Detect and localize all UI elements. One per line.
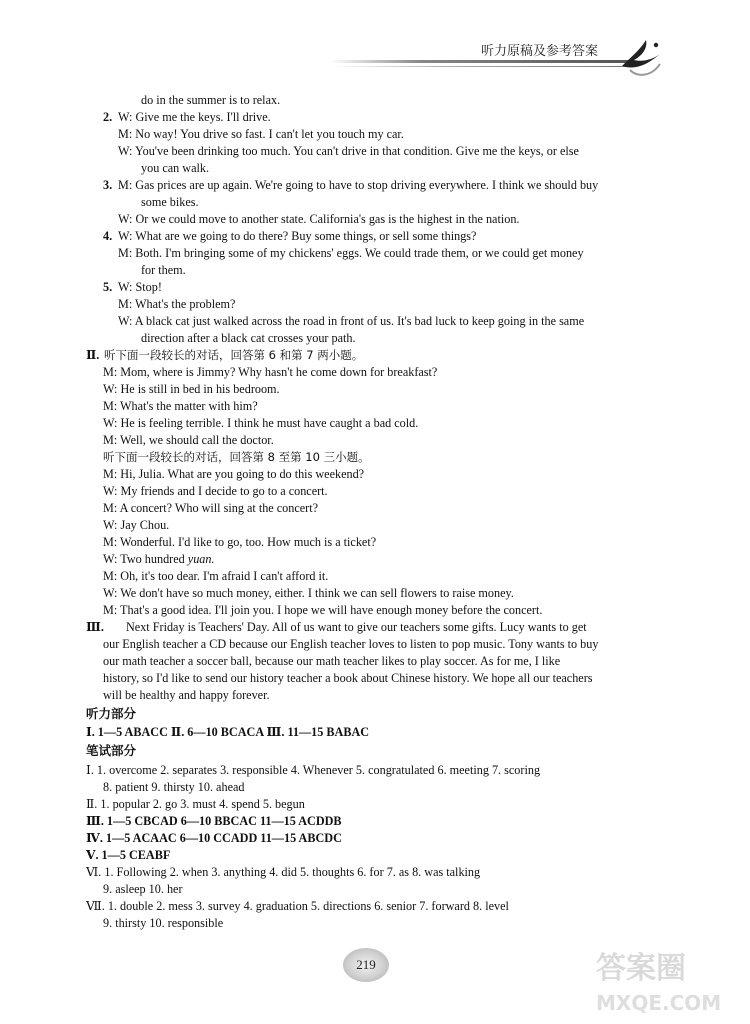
item-number: 3. <box>103 178 113 192</box>
header-title: 听力原稿及参考答案 <box>480 44 598 59</box>
text-line: M: Gas prices are up again. We're going to have to stop driving everywhere. I think we should buy <box>118 178 599 192</box>
text-line-part: W: Two hundred <box>103 552 188 566</box>
text-line: W: He is feeling terrible. I think he must have caught a bad cold. <box>103 416 419 430</box>
text-line: W: A black cat just walked across the road in front of us. It's bad luck to keep going in the same <box>118 314 585 328</box>
answer-line: 8. patient 9. thirsty 10. ahead <box>103 780 245 794</box>
answer-line: 9. asleep 10. her <box>103 882 183 896</box>
item-number: 4. <box>103 229 113 243</box>
watermark-logo <box>590 944 740 1018</box>
answer-line: Ⅰ. 1. overcome 2. separates 3. responsible 4. Whenever 5. congratulated 6. meeting 7. scoring <box>86 763 541 777</box>
text-line: you can walk. <box>141 161 210 175</box>
section-number: Ⅲ. <box>86 620 104 634</box>
answer-line: Ⅱ. 1. popular 2. go 3. must 4. spend 5. begun <box>86 797 305 811</box>
text-line: W: Or we could move to another state. California's gas is the highest in the nation. <box>118 212 520 226</box>
text-line: M: Mom, where is Jimmy? Why hasn't he come down for breakfast? <box>103 365 438 379</box>
text-line: direction after a black cat crosses your path. <box>141 331 356 345</box>
answer-line: Ⅲ. 1—5 CBCAD 6—10 BBCAC 11—15 ACDDB <box>86 814 342 828</box>
instruction-line: 听下面一段较长的对话，回答第 8 至第 10 三小题。 <box>103 450 370 464</box>
text-line: some bikes. <box>141 195 199 209</box>
page-number: 219 <box>343 948 389 982</box>
instruction-line: 听下面一段较长的对话，回答第 6 和第 7 两小题。 <box>104 348 364 362</box>
text-line <box>103 551 215 567</box>
italic-word: yuan. <box>187 552 215 566</box>
text-line: W: We don't have so much money, either. I think we can sell flowers to raise money. <box>103 586 514 600</box>
listening-section-title: 听力部分 <box>86 706 137 721</box>
text-line: M: Oh, it's too dear. I'm afraid I can't afford it. <box>103 569 329 583</box>
answer-line: Ⅶ. 1. double 2. mess 3. survey 4. graduation 5. directions 6. senior 7. forward 8. level <box>86 899 509 913</box>
text-line: M: Hi, Julia. What are you going to do this weekend? <box>103 467 365 481</box>
listening-answers: Ⅰ. 1—5 ABACC Ⅱ. 6—10 BCACA Ⅲ. 11—15 BABAC <box>86 725 370 739</box>
text-line: W: He is still in bed in his bedroom. <box>103 382 280 396</box>
text-line: M: What's the matter with him? <box>103 399 258 413</box>
text-line: W: Jay Chou. <box>103 518 170 532</box>
header-rule-thin <box>330 66 630 67</box>
answer-line: Ⅵ. 1. Following 2. when 3. anything 4. did 5. thoughts 6. for 7. as 8. was talking <box>86 865 481 879</box>
watermark-text-url: MXQE.COM <box>596 991 722 1015</box>
text-line: M: No way! You drive so fast. I can't let you touch my car. <box>118 127 404 141</box>
text-line: M: What's the problem? <box>118 297 236 311</box>
watermark-text-cn: 答案圈 <box>596 951 686 986</box>
text-line: W: What are we going to do there? Buy some things, or sell some things? <box>118 229 477 243</box>
text-line: W: My friends and I decide to go to a concert. <box>103 484 328 498</box>
text-line: our math teacher a soccer ball, because our math teacher likes to play soccer. As for me, I like <box>103 654 561 668</box>
answer-line: Ⅴ. 1—5 CEABF <box>86 848 171 862</box>
text-line: our English teacher a CD because our English teacher loves to listen to pop music. Tony wants to buy <box>103 637 599 651</box>
writing-section-title: 笔试部分 <box>86 743 137 758</box>
text-line: W: Give me the keys. I'll drive. <box>118 110 271 124</box>
answer-line: Ⅳ. 1—5 ACAAC 6—10 CCADD 11—15 ABCDC <box>86 831 342 845</box>
header-rule <box>330 60 630 63</box>
swallow-logo-icon <box>616 36 666 80</box>
text-line: M: Both. I'm bringing some of my chickens' eggs. We could trade them, or we could get money <box>118 246 584 260</box>
text-line: do in the summer is to relax. <box>141 93 281 107</box>
text-line: for them. <box>141 263 186 277</box>
text-line: M: A concert? Who will sing at the concert? <box>103 501 319 515</box>
text-line: will be healthy and happy forever. <box>103 688 270 702</box>
answer-line: 9. thirsty 10. responsible <box>103 916 224 930</box>
text-line: W: Stop! <box>118 280 162 294</box>
text-line: M: That's a good idea. I'll join you. I hope we will have enough money before the concert. <box>103 603 543 617</box>
text-line: Next Friday is Teachers' Day. All of us want to give our teachers some gifts. Lucy wants to get <box>126 620 587 634</box>
item-number: 5. <box>103 280 113 294</box>
text-line: M: Wonderful. I'd like to go, too. How much is a ticket? <box>103 535 377 549</box>
text-line: W: You've been drinking too much. You can't drive in that condition. Give me the keys, or else <box>118 144 579 158</box>
section-number: Ⅱ. <box>86 348 100 362</box>
text-line: history, so I'd like to send our history teacher a book about Chinese history. We hope all our teachers <box>103 671 593 685</box>
text-line: M: Well, we should call the doctor. <box>103 433 274 447</box>
item-number: 2. <box>103 110 113 124</box>
